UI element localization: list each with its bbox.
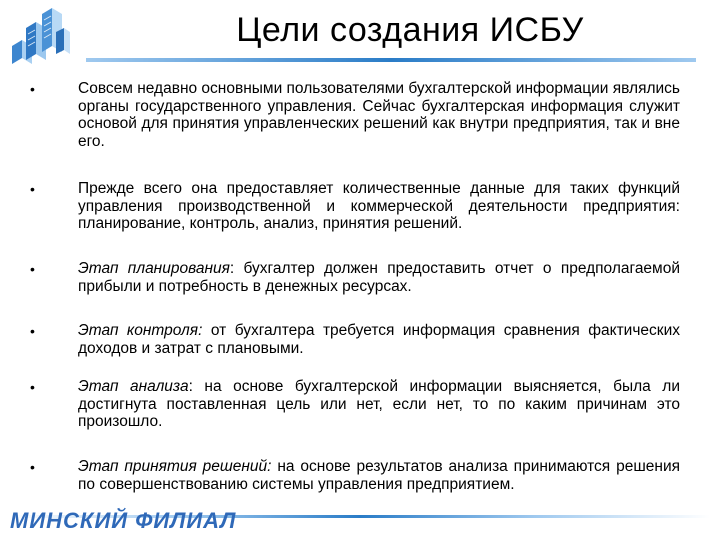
bullet-text: на основе результатов анализа принимаются решения по совершенствованию системы управления предприятием. [78, 458, 680, 493]
city-buildings-logo-icon [8, 6, 72, 64]
bullet-lead: Этап анализа [78, 378, 189, 395]
title-divider [86, 58, 696, 62]
bullet-text: : бухгалтер должен предоставить отчет о предполагаемой прибыли и потребность в денежных ресурсах. [78, 260, 680, 295]
bullet-text: Совсем недавно основными пользователями бухгалтерской информации являлись органы государственного управления. Сейчас бухгалтерская информация служит основой для принятия управленческих решений как внутри предприятия, так и вне его. [78, 80, 681, 150]
footer-branch-label: МИНСКИЙ ФИЛИАЛ [10, 508, 237, 533]
bullet-text: : на основе бухгалтерской информации выясняется, была ли достигнута поставленная цель или нет, если нет, то по каким причинам это произошло. [78, 378, 681, 430]
bullet-lead: Этап принятия решений: [78, 458, 272, 475]
list-item [30, 378, 680, 431]
bullet-marker: • [30, 459, 35, 475]
list-item [30, 180, 680, 233]
bullet-marker: • [30, 379, 35, 395]
bullet-marker: • [30, 323, 35, 339]
list-item [30, 80, 680, 150]
bullet-text: Прежде всего она предоставляет количественные данные для таких функций управления производственной и коммерческой деятельности предприятия: планирование, контроль, анализ, принятия решений. [78, 180, 680, 232]
list-item [30, 322, 680, 357]
page-title: Цели создания ИСБУ [236, 11, 584, 49]
bullet-text: от бухгалтера требуется информация сравнения фактических доходов и затрат с плановыми. [78, 322, 680, 357]
bullet-marker: • [30, 181, 35, 197]
list-item [30, 260, 680, 295]
list-item [30, 458, 680, 493]
bullet-lead: Этап контроля: [78, 322, 203, 339]
bullet-marker: • [30, 261, 35, 277]
bullet-lead: Этап планирования [78, 260, 230, 277]
bullet-marker: • [30, 81, 35, 97]
